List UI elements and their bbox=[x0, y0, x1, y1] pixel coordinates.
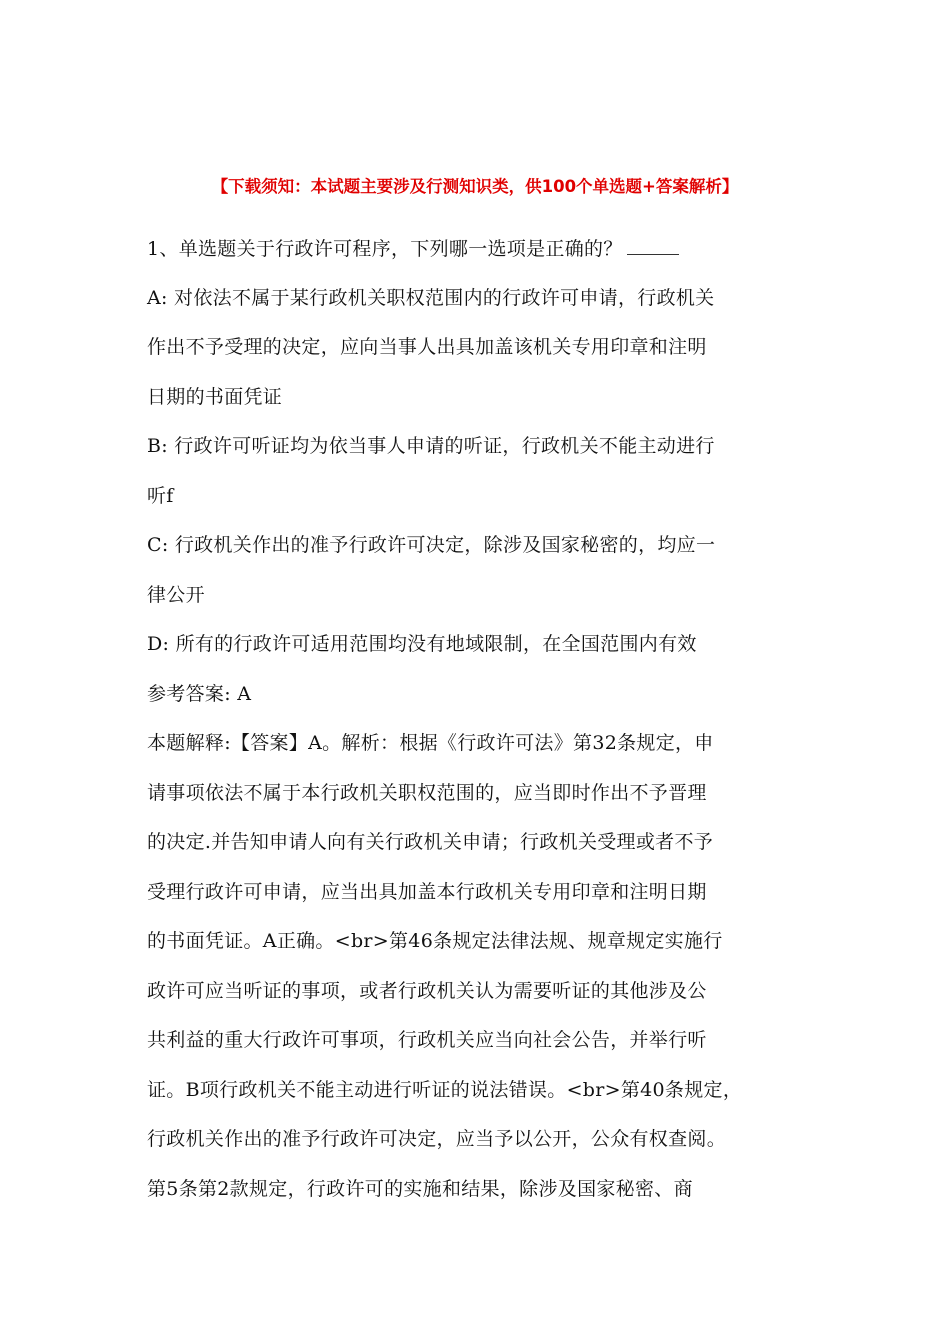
explanation-line: 政许可应当听证的事项，或者行政机关认为需要听证的其他涉及公 bbox=[147, 979, 707, 1002]
answer-blank bbox=[627, 236, 679, 255]
option-line: 律公开 bbox=[147, 583, 205, 606]
explanation-line: 本题解释:【答案】A。解析：根据《行政许可法》第32条规定，申 bbox=[147, 732, 714, 754]
reference-answer: 参考答案: A bbox=[147, 682, 252, 705]
explanation-line: 受理行政许可申请，应当出具加盖本行政机关专用印章和注明日期 bbox=[147, 880, 707, 903]
explanation-line: 证。B项行政机关不能主动进行听证的说法错误。<br>第40条规定， bbox=[147, 1078, 743, 1101]
option-line: 日期的书面凭证 bbox=[147, 385, 283, 408]
download-notice: 【下载须知：本试题主要涉及行测知识类，供100个单选题+答案解析】 bbox=[211, 177, 739, 196]
explanation-line: 共利益的重大行政许可事项，行政机关应当向社会公告，并举行听 bbox=[147, 1029, 707, 1051]
option-line: D: 所有的行政许可适用范围均没有地域限制，在全国范围内有效 bbox=[147, 633, 697, 655]
explanation-line: 行政机关作出的准予行政许可决定，应当予以公开，公众有权查阅。 bbox=[147, 1128, 727, 1150]
option-line: B: 行政许可听证均为依当事人申请的听证，行政机关不能主动进行 bbox=[147, 435, 715, 457]
explanation-line: 的书面凭证。A正确。<br>第46条规定法律法规、规章规定实施行 bbox=[147, 930, 723, 952]
explanation-line: 第5条第2款规定，行政许可的实施和结果，除涉及国家秘密、商 bbox=[147, 1177, 693, 1200]
question-stem bbox=[147, 236, 827, 286]
question-block bbox=[147, 236, 827, 1226]
option-line: A: 对依法不属于某行政机关职权范围内的行政许可申请，行政机关 bbox=[147, 286, 715, 309]
option-line: C: 行政机关作出的准予行政许可决定，除涉及国家秘密的，均应一 bbox=[147, 534, 716, 556]
explanation-line: 的决定.并告知申请人向有关行政机关申请；行政机关受理或者不予 bbox=[147, 831, 714, 853]
option-line: 作出不予受理的决定，应向当事人出具加盖该机关专用印章和注明 bbox=[147, 336, 707, 358]
option-line: 听f bbox=[147, 484, 174, 507]
explanation-line: 请事项依法不属于本行政机关职权范围的，应当即时作出不予晋理 bbox=[147, 781, 707, 804]
question-stem-text: 1、单选题关于行政许可程序，下列哪一选项是正确的？ bbox=[147, 238, 623, 260]
